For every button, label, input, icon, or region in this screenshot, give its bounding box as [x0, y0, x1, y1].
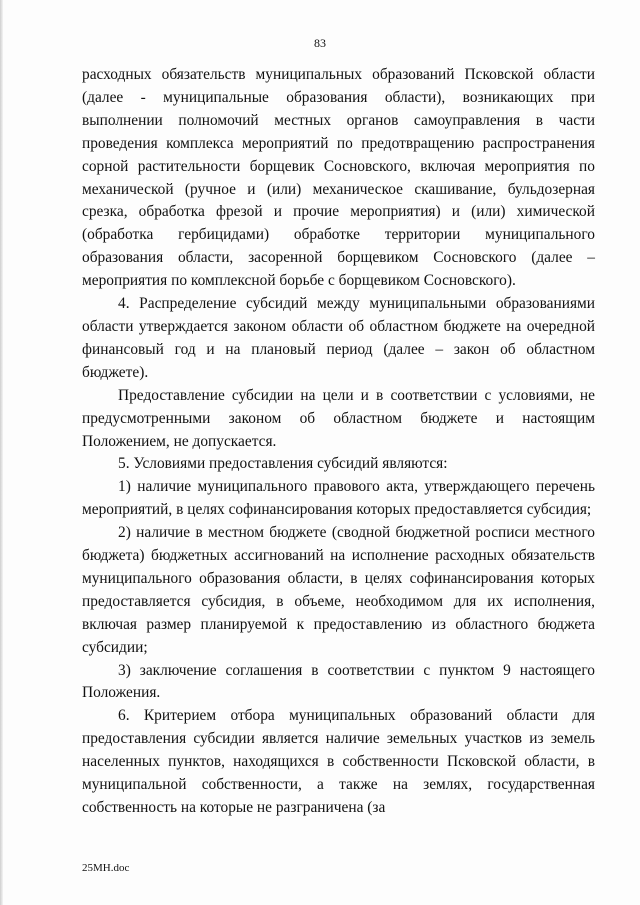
page-number: 83: [314, 36, 326, 50]
document-body: [82, 64, 595, 820]
footer-filename: 25МН.doc: [82, 862, 130, 874]
paragraph: 4. Распределение субсидий между муниципальными образованиями области утверждается законом области об областном бюджете на очередной финансовый год и на плановый период (далее – закон об областном бюджете).: [82, 295, 595, 381]
paragraph: 2) наличие в местном бюджете (сводной бюджетной росписи местного бюджета) бюджетных ассигнований на исполнение расходных обязательств муниципального образования области, в целях софинансирования которых предоставляется субсидия, в объеме, необходимом для их исполнения, включая размер планируемой к предоставлению из областного бюджета субсидии;: [82, 524, 595, 656]
paragraph: Предоставление субсидии на цели и в соответствии с условиями, не предусмотренными законом об областном бюджете и настоящим Положением, не допускается.: [82, 386, 595, 450]
paragraph: 5. Условиями предоставления субсидий являются:: [118, 455, 448, 473]
paragraph: 6. Критерием отбора муниципальных образований области для предоставления субсидии является наличие земельных участков из земель населенных пунктов, находящихся в собственности Псковской области, в муниципальной собственности, а также на землях, государственная собственность на которые не разграничена (за: [82, 707, 595, 816]
paragraph: 3) заключение соглашения в соответствии с пунктом 9 настоящего Положения.: [82, 661, 595, 702]
scan-edge: [0, 0, 3, 905]
paragraph: расходных обязательств муниципальных образований Псковской области (далее - муниципальные образования области), возникающих при выполнении полномочий местных органов самоуправления в части проведения комплекса мероприятий по предотвращению распространения сорной растительности борщевик Сосновского, включая мероприятия по механической (ручное и (или) механическое скашивание, бульдозерная срезка, обработка фрезой и прочие мероприятия) и (или) химической (обработка гербицидами) обработке территории муниципального образования области, засоренной борщевиком Сосновского (далее – мероприятия по комплексной борьбе с борщевиком Сосновского).: [82, 66, 595, 290]
paragraph: 1) наличие муниципального правового акта, утверждающего перечень мероприятий, в целях софинансирования которых предоставляется субсидия;: [82, 478, 595, 519]
